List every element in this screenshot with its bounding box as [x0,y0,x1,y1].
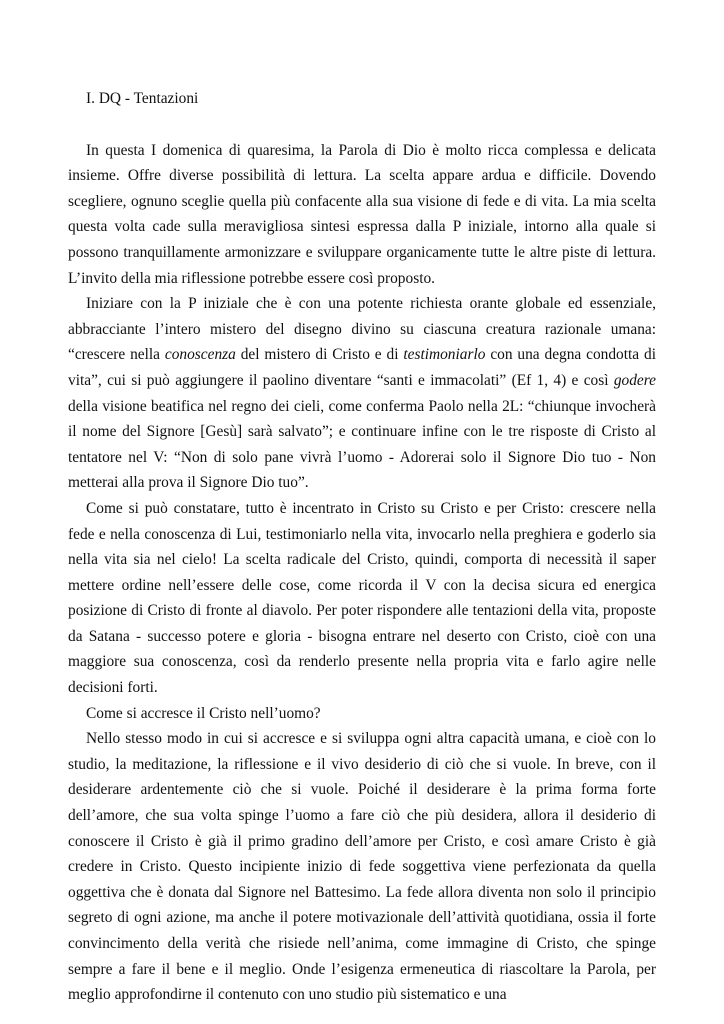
document-body [68,138,656,1008]
text-segment: Iniziare con la P iniziale che è con una potente richiesta orante globale ed essenziale, abbracciante l’intero mistero del disegno divino su ciascuna creatura razionale umana: “crescere nella [68,295,656,364]
document-page [68,86,656,1008]
text-segment: Come si può constatare, tutto è incentrato in Cristo su Cristo e per Cristo: crescere nella fede e nella conoscenza di Lui, testimoniarlo nella vita, invocarlo nella preghiera e goderlo sia nella vita sia nel cielo! La scelta radicale del Cristo, quindi, comporta di necessità il saper mettere ordine nell’essere delle cose, come ricorda il V con la decisa sicura ed energica posizione di Cristo di fronte al diavolo. Per poter rispondere alle tentazioni della vita, proposte da Satana - successo potere e gloria - bisogna entrare nel deserto con Cristo, cioè con una maggiore sua conoscenza, così da renderlo presente nella propria vita e farlo agire nelle decisioni forti. [68,499,656,697]
body-paragraph [68,138,656,292]
text-segment: In questa I domenica di quaresima, la Parola di Dio è molto ricca complessa e delicata insieme. Offre diverse possibilità di lettura. La scelta appare ardua e difficile. Dovendo scegliere, ognuno sceglie quella più confacente alla sua visione di fede e di vita. La mia scelta questa volta cade sulla meravigliosa sintesi espressa dalla P iniziale, intorno alla quale si possono tranquillamente armonizzare e sviluppare organicamente tutte le altre piste di lettura. L’invito della mia riflessione potrebbe essere così proposto. [68,141,656,287]
text-segment: del mistero di Cristo e di [235,346,404,364]
body-paragraph [68,496,656,701]
document-title: I. DQ - Tentazioni [86,90,199,107]
italic-term: testimoniarlo [403,346,486,364]
text-segment: Come si accresce il Cristo nell’uomo? [86,704,321,722]
body-paragraph [68,291,656,496]
italic-term: godere [613,371,656,389]
body-paragraph [68,726,656,1008]
text-segment: con una degna condotta di vita”, cui si può aggiungere il paolino diventare “santi e immacolati” (Ef 1, 4) e così [68,346,656,389]
question-paragraph [68,701,656,727]
text-segment: della visione beatifica nel regno dei cieli, come conferma Paolo nella 2L: “chiunque invocherà il nome del Signore [Gesù] sarà salvato”; e continuare infine con le tre risposte di Cristo al tentatore nel V: “Non di solo pane vivrà l’uomo - Adorerai solo il Signore Dio tuo - Non metterai alla prova il Signore Dio tuo”. [68,397,656,492]
italic-term: conoscenza [164,346,236,364]
text-segment: Nello stesso modo in cui si accresce e si sviluppa ogni altra capacità umana, e cioè con lo studio, la meditazione, la riflessione e il vivo desiderio di ciò che si vuole. In breve, con il desiderare ardentemente ciò che si vuole. Poiché il desiderare è la prima forma forte dell’amore, che sua volta spinge l’uomo a fare ciò che più desidera, allora il desiderio di conoscere il Cristo è già il primo gradino dell’amore per Cristo, e così amare Cristo è già credere in Cristo. Questo incipiente inizio di fede soggettiva viene perfezionata da quella oggettiva che è donata dal Signore nel Battesimo. La fede allora diventa non solo il principio segreto di ogni azione, ma anche il potere motivazionale dell’attività quotidiana, ossia il forte convincimento della verità che risiede nell’anima, come immagine di Cristo, che spinge sempre a fare il bene e il meglio. Onde l’esigenza ermeneutica di riascoltare la Parola, per meglio approfondirne il contenuto con uno studio più sistematico e una [68,730,656,1004]
